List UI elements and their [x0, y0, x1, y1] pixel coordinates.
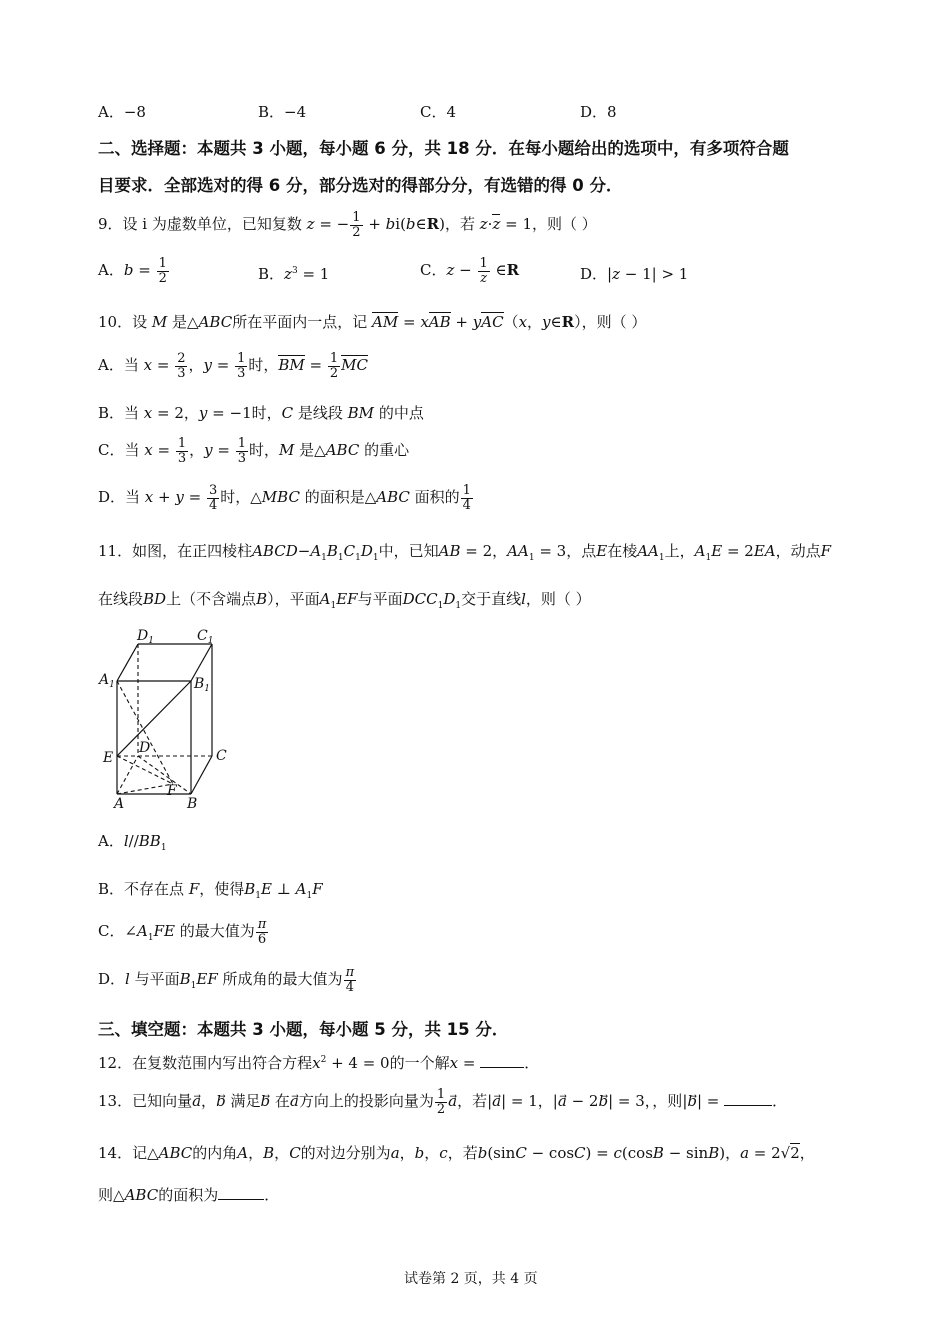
- section2-heading-line2: 目要求．全部选对的得 6 分，部分选对的得部分分，有选错的得 0 分．: [98, 176, 623, 195]
- label-d: D: [139, 740, 151, 756]
- q13-text: 13．已知向量a⃗，b⃗ 满足b⃗ 在a方向上的投影向量为 $\frac{1}{2}$ a，若|a⃗| = 1，|a⃗ − 2b⃗| = 3，，则|b⃗| = ．: [98, 1087, 788, 1117]
- label-b1: $B_1$: [194, 676, 211, 694]
- q14-line1: 14．记△ABC的内角A，B，C的对边分别为a，b，c，若b(sinC − cosC) = c(cosB − sinB)，a = 2√2，: [98, 1144, 815, 1162]
- q11-option-d: D．l 与平面$B_1EF$ 所成角的最大值为 $\frac{\pi}{4}$: [98, 965, 355, 995]
- q10-option-a: A．当 x = $\frac{2}{3}$ ，y = $\frac{1}{3}$ 时，BM = $\frac{1}{2}$ MC: [98, 351, 368, 381]
- q10-stem: 10．设 M 是△ABC所在平面内一点，记 AM = xAB + yAC（x，y∈R），则（ ）: [98, 313, 647, 331]
- q11-stem-line1: 11．如图，在正四棱柱$ABCD-A_1B_1C_1D_1$中，已知AB = 2，$AA_1 = 3$，点E在棱$AA_1$上，$A_1E = 2EA$，动点F: [98, 542, 832, 563]
- q9-option-a: A．b = $\frac{1}{2}$: [98, 256, 167, 286]
- prism-figure: [95, 622, 235, 812]
- label-d1: $D_1$: [137, 628, 154, 646]
- q10-option-c: C．当 x = $\frac{1}{3}$ ，y = $\frac{1}{3}$ 时，M 是△ABC 的重心: [98, 436, 410, 466]
- q11-option-c: C．$\angle A_1FE$ 的最大值为 $\frac{\pi}{6}$: [98, 917, 267, 947]
- q9-option-d: D．|z − 1| > 1: [580, 265, 689, 283]
- q8-option-b: B．−4: [258, 103, 307, 121]
- q10-option-b: B．当 x = 2，y = −1时，C 是线段 BM 的中点: [98, 404, 424, 422]
- q11-option-a: A．$l//BB_1$: [98, 832, 167, 853]
- q8-option-a: A．−8: [98, 103, 146, 121]
- q9-option-b: B．$z^3 = 1$: [258, 265, 330, 283]
- q14-line2: 则△ABC的面积为 ．: [98, 1186, 280, 1204]
- q9-option-c: C．z − $\frac{1}{z}$ ∈R: [420, 256, 520, 286]
- label-f: F: [167, 783, 177, 799]
- label-c1: $C_1$: [197, 628, 214, 646]
- q12-text: 12．在复数范围内写出符合方程$x^2 + 4 = 0$的一个解x = ．: [98, 1054, 540, 1072]
- label-c: C: [216, 748, 227, 764]
- q11-stem-line2: 在线段BD上（不含端点B），平面$A_1EF$与平面$DCC_1D_1$交于直线l，则（ ）: [98, 590, 591, 611]
- q11-option-b: B．不存在点 F，使得$B_1E$ ⊥ $A_1F$: [98, 880, 323, 901]
- section3-heading: 三、填空题：本题共 3 小题，每小题 5 分，共 15 分．: [98, 1020, 509, 1039]
- label-e: E: [103, 750, 114, 766]
- q8-option-d: D．8: [580, 103, 617, 121]
- label-a1: $A_1$: [99, 672, 115, 690]
- q8-option-c: C．4: [420, 103, 457, 121]
- label-a: A: [114, 796, 125, 812]
- section2-heading-line1: 二、选择题：本题共 3 小题，每小题 6 分，共 18 分．在每小题给出的选项中，有多项符合题: [98, 139, 789, 158]
- q10-option-d: D．当 x + y = $\frac{3}{4}$ 时，△MBC 的面积是△ABC 面积的 $\frac{1}{4}$: [98, 483, 471, 513]
- label-b: B: [187, 796, 198, 812]
- page-footer: 试卷第 2 页，共 4 页: [404, 1271, 538, 1287]
- q9-stem: 9．设 i 为虚数单位，已知复数 z = − $\frac{1}{2}$ + bi(b∈R)，若 z·z = 1，则（ ）: [98, 210, 597, 240]
